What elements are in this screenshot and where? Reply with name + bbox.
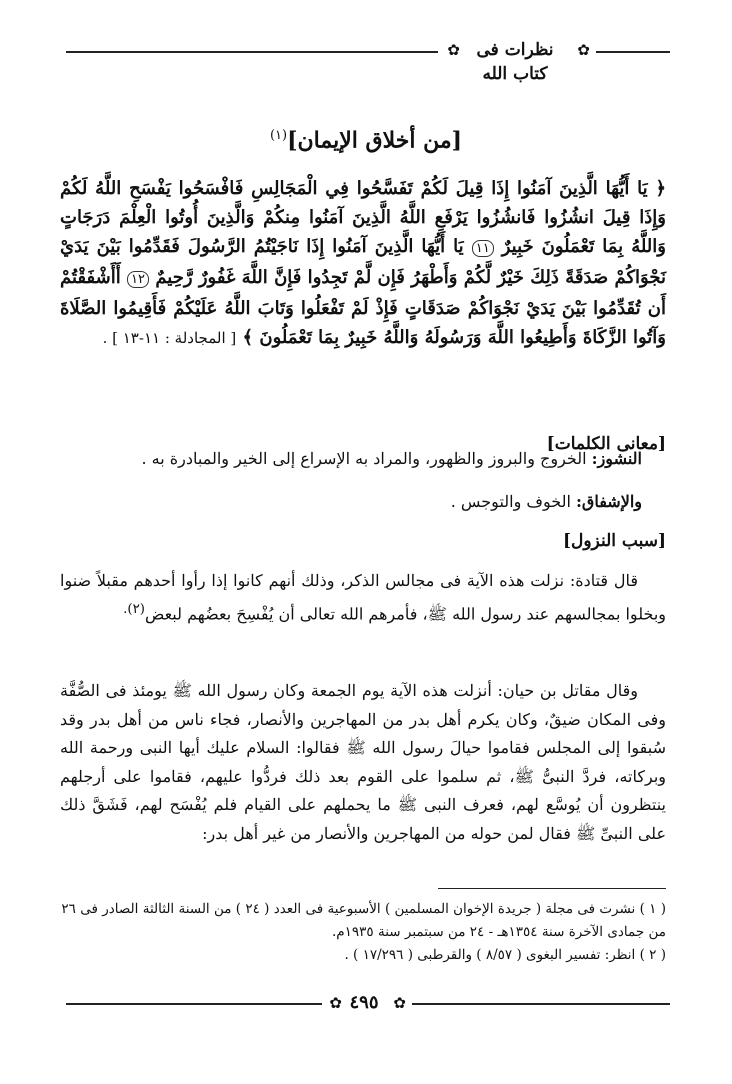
page-number: ٤٩٥ [349,992,379,1013]
footnotes [60,898,666,967]
quran-text-2: يَا أَيُّهَا الَّذِينَ آمَنُوا إِذَا نَاجَيْتُمُ الرَّسُولَ فَقَدِّمُوا بَيْنَ يَدَيْ نَجْوَاكُمْ صَدَقَةً ذَلِكَ خَيْرٌ لَّكُمْ وَأَطْهَرُ فَإِن لَّمْ تَجِدُوا فَإِنَّ اللَّهَ غَفُورٌ رَّحِيمٌ [60,236,666,288]
header-rule-left [66,51,438,53]
ayah-number-12: ١٢ [127,271,149,288]
section-title [0,120,732,156]
quran-text-1: يَا أَيُّهَا الَّذِينَ آمَنُوا إِذَا قِيلَ لَكُمْ تَفَسَّحُوا فِي الْمَجَالِسِ فَافْسَحُوا يَفْسَحِ اللَّهُ لَكُمْ وَإِذَا قِيلَ انشُزُوا فَانشُزُوا يَرْفَعِ اللَّهُ الَّذِينَ آمَنُوا مِنكُمْ وَالَّذِينَ أُوتُوا الْعِلْمَ دَرَجَاتٍ وَاللَّهُ بِمَا تَعْمَلُونَ خَبِيرٌ [60,178,666,257]
flower-ornament-icon: ✿ [329,994,342,1012]
vocab-term: النشوز: [591,449,642,468]
page-footer [66,988,670,1018]
surah-reference: [ المجادلة : ١١-١٣ ] . [102,329,237,347]
header-rule-right [596,51,670,53]
quran-open-bracket: ﴿ [655,178,666,199]
footnote-1: ( ١ ) نشرت فى مجلة ( جريدة الإخوان المسلمين ) الأسبوعية فى العدد ( ٢٤ ) من السنة الثالثة الصادر فى ٢٦ من جمادى الآخرة سنة ١٣٥٤هـ - ٢٤ من سبتمبر سنة ١٩٣٥م. [61,901,666,940]
vocab-item-nushuz [62,446,642,472]
ayah-number-11: ١١ [472,240,494,257]
paragraph-qatada [60,567,666,628]
footnote-marker: (١) [269,128,288,143]
quran-verses [60,174,666,353]
footer-rule-left [66,1003,322,1005]
footnote-2: ( ٢ ) انظر: تفسير البغوى ( ٨/٥٧ ) والقرطبى ( ١٧/٢٩٦ ) . [344,947,666,963]
quran-text-3: أَأَشْفَقْتُمْ أَن تُقَدِّمُوا بَيْنَ يَدَيْ نَجْوَاكُمْ صَدَقَاتٍ فَإِذْ لَمْ تَفْعَلُوا وَتَابَ اللَّهُ عَلَيْكُمْ فَأَقِيمُوا الصَّلَاةَ وَآتُوا الزَّكَاةَ وَأَطِيعُوا اللَّهَ وَرَسُولَهُ وَاللَّهُ خَبِيرٌ بِمَا تَعْمَلُونَ [60,267,667,348]
footer-rule-right [412,1003,670,1005]
vocab-definition: الخروج والبروز والظهور، والمراد به الإسراع إلى الخير والمبادرة به . [141,449,587,468]
flower-ornament-icon: ✿ [447,41,460,59]
running-header [66,36,670,84]
paragraph-muqatil: وقال مقاتل بن حيان: أنزلت هذه الآية يوم الجمعة وكان رسول الله ﷺ يومئذ فى الصُّفَّة وفى المكان ضيقٌ، وكان يكرم أهل بدر من المهاجرين والأنصار، فجاء ناس من أهل بدر وقد سُبقوا إلى المجلس فقاموا حيالَ رسول الله ﷺ فقالوا: السلام عليك أيها النبى ورحمة الله وبركاته، فردَّ النبىُّ ﷺ، ثم سلموا على القوم بعد ذلك فردُّوا عليهم، فقاموا على أرجلهم ينتظرون أن يُوسَّع لهم، فعرف النبى ﷺ ما يحملهم على القيام فلم يُفْسَح لهم، فَشَقَّ ذلك على النبىِّ ﷺ فقال لمن حوله من المهاجرين والأنصار من غير أهل بدر: [60,681,667,843]
vocab-item-ishfaq [62,489,642,515]
paragraph-text: قال قتادة: نزلت هذه الآية فى مجالس الذكر، وذلك أنهم كانوا إذا رأوا أحدهم مقبلاً ضنوا وبخلوا بمجالسهم عند رسول الله ﷺ، فأمرهم الله تعالى أن يُفْسِحَ بعضُهم لبعض [60,571,666,623]
vocab-definition: الخوف والتوجس . [450,492,571,511]
vocab-term: والإشفاق: [576,492,642,511]
footnote-divider [438,888,666,889]
section-title-text: [من أخلاق الإيمان] [287,127,463,154]
running-header-title: نظرات فى كتاب الله [476,40,554,84]
quran-close-bracket: ﴾ [242,327,254,348]
cause-heading: [سبب النزول] [562,531,666,551]
footnote-marker: (٢). [123,601,145,617]
flower-ornament-icon: ✿ [577,41,590,59]
vocab-heading: [معانى الكلمات] [546,434,666,454]
flower-ornament-icon: ✿ [393,994,406,1012]
